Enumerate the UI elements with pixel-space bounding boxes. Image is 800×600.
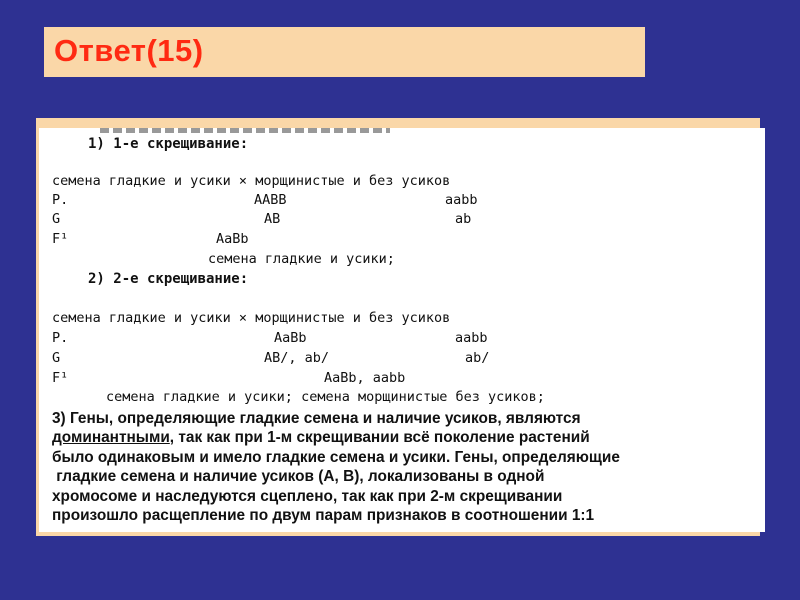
cross2-f-phenotype: семена гладкие и усики; семена морщинистые без усиков;	[106, 389, 545, 405]
conclusion-paragraph	[52, 409, 762, 525]
cross1-phenotypes: семена гладкие и усики × морщинистые и без усиков	[52, 173, 451, 189]
cross1-p-parent2: aabb	[445, 192, 478, 208]
cross1-f-phenotype: семена гладкие и усики;	[208, 251, 395, 267]
cross1-p-label: P.	[52, 192, 69, 208]
cross2-g-parent1: AB/, ab/	[264, 350, 330, 366]
title-banner	[44, 27, 645, 77]
cross2-f-label: F¹	[52, 370, 69, 386]
cross1-f-label: F¹	[52, 231, 69, 247]
cross1-heading: 1) 1-е скрещивание:	[88, 136, 249, 152]
cross2-f-genotype: AaBb, aabb	[324, 370, 406, 386]
cross2-g-label: G	[52, 350, 61, 366]
cross1-g-label: G	[52, 211, 61, 227]
cross2-p-parent1: AaBb	[274, 330, 307, 346]
cross2-heading: 2) 2-е скрещивание:	[88, 271, 249, 287]
cross1-g-parent2: ab	[455, 211, 472, 227]
cross2-phenotypes: семена гладкие и усики × морщинистые и без усиков	[52, 310, 451, 326]
cross2-g-parent2: ab/	[465, 350, 490, 366]
cross1-g-parent1: AB	[264, 211, 281, 227]
cropped-text-edge	[100, 128, 390, 133]
conclusion-line-3: было одинаковым и имело гладкие семена и усики. Гены, определяющие	[52, 448, 620, 466]
conclusion-line-2-rest: , так как при 1-м скрещивании всё поколение растений	[169, 429, 590, 447]
conclusion-line-1: 3) Гены, определяющие гладкие семена и наличие усиков, являются	[52, 410, 581, 427]
dominant-term: доминантными	[52, 429, 170, 447]
conclusion-line-6: произошло расщепление по двум парам признаков в соотношении 1:1	[52, 507, 595, 525]
conclusion-line-2	[52, 428, 762, 447]
slide-title: Ответ(15)	[54, 33, 204, 68]
cross1-f-genotype: AaBb	[216, 231, 249, 247]
conclusion-line-4: гладкие семена и наличие усиков (А, В), локализованы в одной	[52, 468, 545, 486]
cross2-p-parent2: aabb	[455, 330, 488, 346]
cross2-p-label: P.	[52, 330, 69, 346]
conclusion-line-5: хромосоме и наследуются сцеплено, так как при 2-м скрещивании	[52, 487, 563, 505]
cross1-p-parent1: AABB	[254, 192, 287, 208]
